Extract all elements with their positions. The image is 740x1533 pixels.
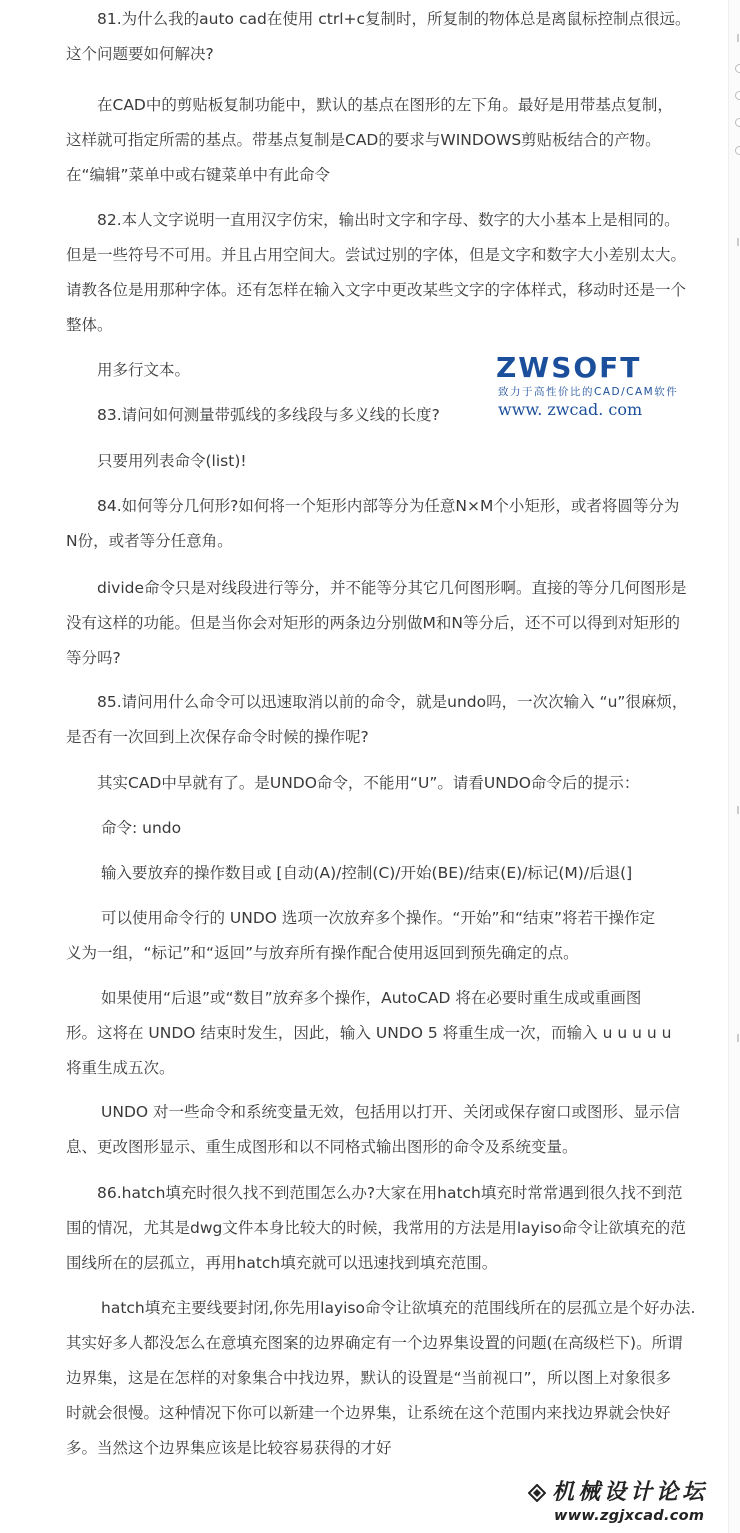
text-line: 多。当然这个边界集应该是比较容易获得的才好 [66, 1439, 392, 1457]
paragraph-a86 [66, 1291, 716, 1466]
text-line: 85.请问用什么命令可以迅速取消以前的命令，就是undo吗，一次次输入 “u”很麻烦， [97, 693, 688, 711]
text-line: 息、更改图形显示、重生成图形和以不同格式输出图形的命令及系统变量。 [66, 1138, 578, 1156]
text-line: 时就会很慢。这种情况下你可以新建一个边界集，让系统在这个范围内来找边界就会快好 [66, 1404, 671, 1422]
paragraph-q81 [66, 2, 716, 72]
text-line: 84.如何等分几何形?如何将一个矩形内部等分为任意N×M个小矩形，或者将圆等分为 [97, 497, 680, 515]
text-line: 其实好多人都没怎么在意填充图案的边界确定有一个边界集设置的问题(在高级栏下)。所谓 [66, 1334, 683, 1352]
paragraph-a81 [66, 88, 716, 193]
text-line: 在“编辑”菜单中或右键菜单中有此命令 [66, 166, 331, 184]
paragraph-a84 [66, 571, 716, 676]
text-line: 命令: undo [101, 819, 182, 837]
strip-circle-icon[interactable] [735, 118, 740, 127]
forum-logo-icon [528, 1484, 546, 1502]
text-line: N份，或者等分任意角。 [66, 532, 233, 550]
strip-circle-icon[interactable] [735, 146, 740, 155]
text-line: 这个问题要如何解决? [66, 45, 214, 63]
text-line: UNDO 对一些命令和系统变量无效，包括用以打开、关闭或保存窗口或图形、显示信 [101, 1103, 681, 1121]
text-line: 输入要放弃的操作数目或 [自动(A)/控制(C)/开始(BE)/结束(E)/标记(M)/后退(] [101, 864, 633, 882]
paragraph-q84 [66, 489, 716, 559]
text-line: 是否有一次回到上次保存命令时候的操作呢? [66, 728, 369, 746]
text-line: 围线所在的层孤立，再用hatch填充就可以迅速找到填充范围。 [66, 1254, 498, 1272]
paragraph-a85-back [66, 981, 716, 1086]
text-line: 如果使用“后退”或“数目”放弃多个操作，AutoCAD 将在必要时重生成或重画图 [101, 989, 642, 1007]
text-line: 整体。 [66, 316, 113, 334]
paragraph-a85-prompt [66, 856, 716, 891]
side-scroll-strip[interactable] [728, 0, 740, 1533]
strip-marker [737, 34, 739, 42]
text-line: 将重生成五次。 [66, 1059, 175, 1077]
text-line: 没有这样的功能。但是当你会对矩形的两条边分别做M和N等分后，还不可以得到对矩形的 [66, 614, 680, 632]
text-line: 但是一些符号不可用。并且占用空间大。尝试过别的字体，但是文字和数字大小差别太大。 [66, 246, 687, 264]
text-line: 等分吗? [66, 649, 121, 667]
text-line: 请教各位是用那种字体。还有怎样在输入文字中更改某些文字的字体样式，移动时还是一个 [66, 281, 687, 299]
strip-marker [737, 806, 739, 814]
paragraph-q82 [66, 203, 716, 343]
text-line: 这样就可指定所需的基点。带基点复制是CAD的要求与WINDOWS剪贴板结合的产物。 [66, 131, 661, 149]
forum-watermark [528, 1478, 738, 1530]
text-line: 用多行文本。 [97, 361, 191, 379]
text-line: hatch填充主要线要封闭,你先用layiso命令让欲填充的范围线所在的层孤立是个好办法. [101, 1299, 696, 1317]
forum-name: 机械设计论坛 [552, 1479, 709, 1505]
text-line: 其实CAD中早就有了。是UNDO命令，不能用“U”。请看UNDO命令后的提示： [97, 774, 640, 792]
text-line: 形。这将在 UNDO 结束时发生，因此，输入 UNDO 5 将重生成一次，而输入 u u u u u [66, 1024, 672, 1042]
text-line: 81.为什么我的auto cad在使用 ctrl+c复制时，所复制的物体总是离鼠标控制点很远。 [97, 10, 691, 28]
zwsoft-tagline: 致力于高性价比的CAD/CAM软件 [498, 386, 679, 398]
paragraph-q85 [66, 685, 716, 755]
paragraph-a85-intro [66, 766, 716, 801]
paragraph-q86 [66, 1176, 716, 1281]
strip-marker [737, 1034, 739, 1042]
forum-url: www.zgjxcad.com [554, 1508, 705, 1524]
text-line: divide命令只是对线段进行等分，并不能等分其它几何图形啊。直接的等分几何图形是 [97, 579, 687, 597]
paragraph-a85-invalid [66, 1095, 716, 1165]
strip-marker [737, 238, 739, 246]
text-line: 82.本人文字说明一直用汉字仿宋，输出时文字和字母、数字的大小基本上是相同的。 [97, 211, 680, 229]
paragraph-a85-command [66, 811, 716, 846]
text-line: 83.请问如何测量带弧线的多线段与多义线的长度? [97, 406, 440, 424]
strip-circle-icon[interactable] [735, 91, 740, 100]
zwsoft-watermark [496, 352, 706, 422]
zwsoft-url: www. zwcad. com [498, 400, 643, 419]
text-line: 可以使用命令行的 UNDO 选项一次放弃多个操作。“开始”和“结束”将若干操作定 [101, 909, 656, 927]
text-line: 86.hatch填充时很久找不到范围怎么办?大家在用hatch填充时常常遇到很久找不到范 [97, 1184, 683, 1202]
zwsoft-logo-text: ZWSOFT [496, 351, 642, 384]
text-line: 义为一组，“标记”和“返回”与放弃所有操作配合使用返回到预先确定的点。 [66, 944, 579, 962]
strip-circle-icon[interactable] [735, 64, 740, 73]
text-line: 边界集，这是在怎样的对象集合中找边界，默认的设置是“当前视口”，所以图上对象很多 [66, 1369, 672, 1387]
text-line: 在CAD中的剪贴板复制功能中，默认的基点在图形的左下角。最好是用带基点复制， [97, 96, 673, 114]
paragraph-a85-options [66, 901, 716, 971]
paragraph-a83 [66, 444, 716, 479]
text-line: 只要用列表命令(list)! [97, 452, 247, 470]
text-line: 围的情况，尤其是dwg文件本身比较大的时候，我常用的方法是用layiso命令让欲填充的范 [66, 1219, 686, 1237]
